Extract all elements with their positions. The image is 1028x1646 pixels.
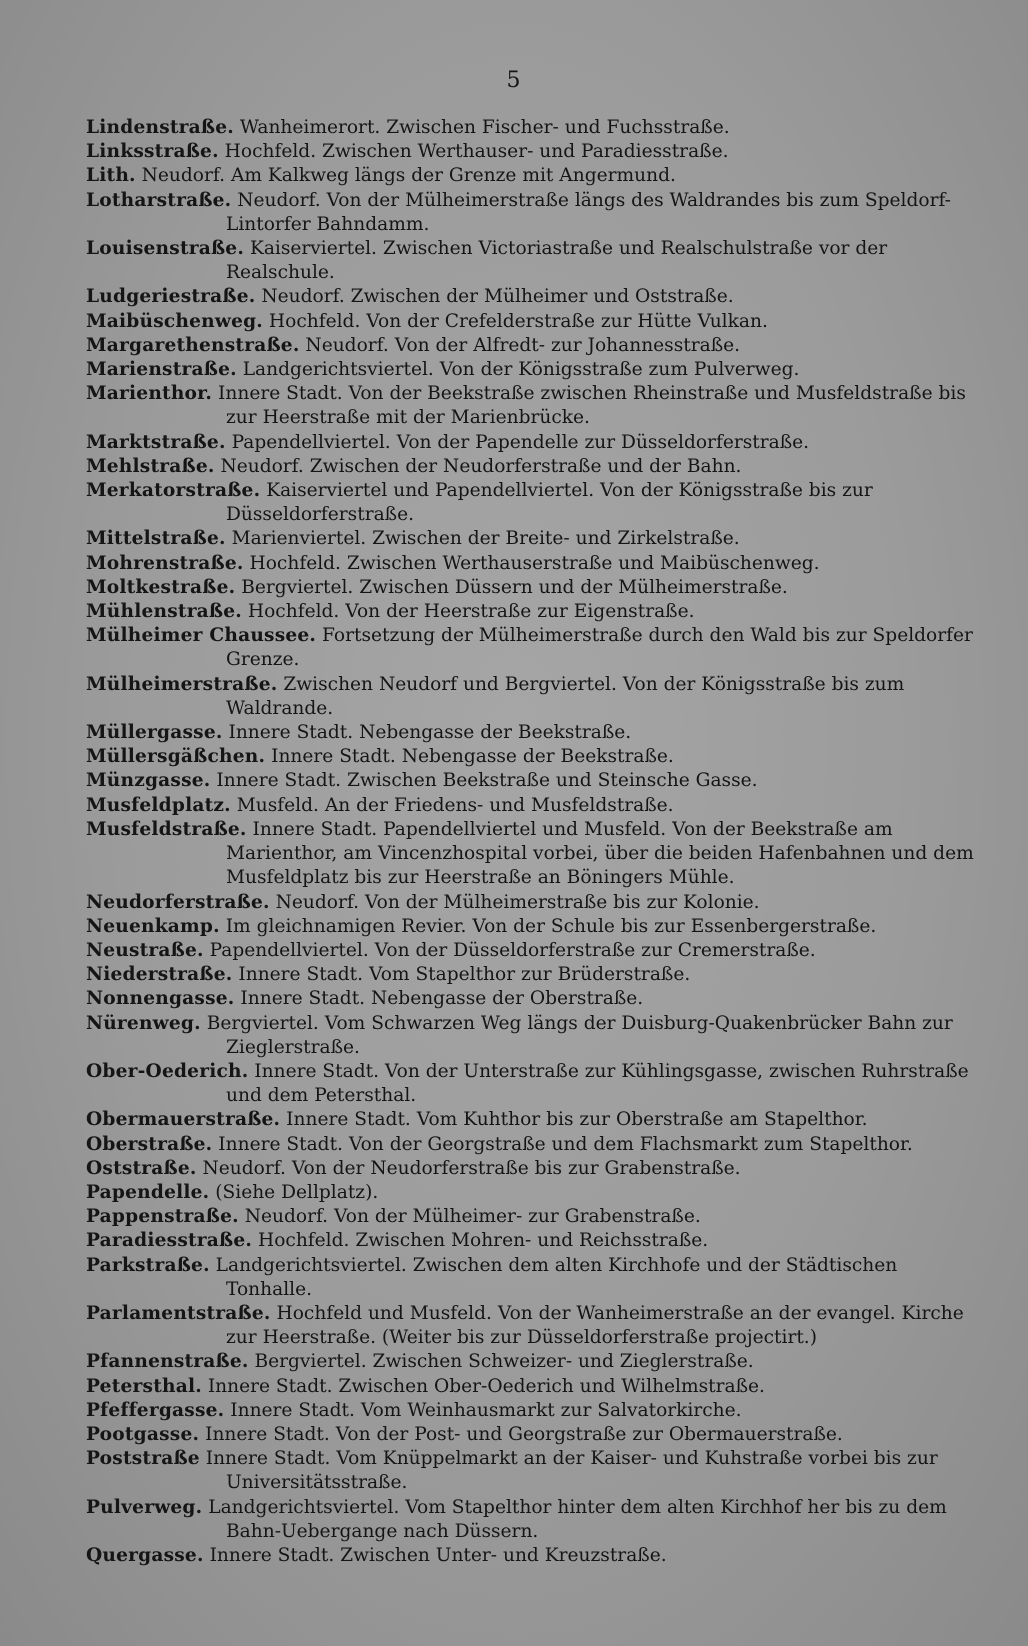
directory-entry xyxy=(86,1447,976,1495)
district-name: Neudorf. xyxy=(141,165,226,187)
street-description: Von der Mülheimerstraße längs des Waldrandes bis zum Speldorf-Lintorfer Bahndamm. xyxy=(226,189,951,235)
directory-entry xyxy=(86,527,976,551)
directory-entry xyxy=(86,745,976,769)
street-description: Vom Knüppelmarkt an der Kaiser- und Kuhstraße vorbei bis zur Universitätsstraße. xyxy=(226,1448,938,1494)
street-name: Pootgasse. xyxy=(86,1423,200,1445)
street-name: Marienstraße. xyxy=(86,359,237,381)
directory-entry xyxy=(86,431,976,455)
district-name: Neudorf. xyxy=(202,1157,286,1179)
district-name: Bergviertel. xyxy=(254,1351,367,1373)
street-description: Von der Crefelderstraße zur Hütte Vulkan. xyxy=(366,310,768,332)
directory-entry xyxy=(86,1254,976,1302)
street-description: Von der Post- und Georgstraße zur Obermauerstraße. xyxy=(335,1423,843,1445)
district-name: Innere Stadt. Papendellviertel und Musfeld. xyxy=(252,818,667,840)
district-name: Hochfeld. xyxy=(258,1230,350,1252)
street-name: Parkstraße. xyxy=(86,1254,210,1276)
street-description: Zwischen Werthauserstraße und Maibüschenweg. xyxy=(346,552,820,574)
directory-entry xyxy=(86,455,976,479)
district-name: Wanheimerort. xyxy=(239,117,381,138)
directory-entry xyxy=(86,285,976,309)
street-name: Papendelle. xyxy=(86,1181,210,1203)
directory-entry xyxy=(86,1181,976,1205)
street-name: Ludgeriestraße. xyxy=(86,286,256,308)
district-name: Kaiserviertel. xyxy=(249,238,377,260)
district-name: Bergviertel. xyxy=(241,576,354,598)
street-description: Nebengasse der Oberstraße. xyxy=(371,988,644,1010)
district-name: Im gleichnamigen Revier. xyxy=(225,915,467,937)
street-description: Zwischen Schweizer- und Zieglerstraße. xyxy=(372,1351,754,1373)
street-description: Von der Königsstraße zum Pulverweg. xyxy=(439,359,800,381)
directory-entry xyxy=(86,1205,976,1229)
street-name: Lith. xyxy=(86,165,136,187)
street-name: Ober-Oederich. xyxy=(86,1060,249,1082)
street-description: Von der Beekstraße zwischen Rheinstraße und Musfeldstraße bis zur Heerstraße mit der Marienbrücke. xyxy=(226,383,966,429)
street-name: Linksstraße. xyxy=(86,141,219,163)
directory-entry xyxy=(86,1423,976,1447)
directory-entry xyxy=(86,1375,976,1399)
street-name: Müllersgäßchen. xyxy=(86,746,266,768)
street-name: Mühlenstraße. xyxy=(86,601,242,623)
directory-entry xyxy=(86,1302,976,1350)
directory-entry xyxy=(86,479,976,527)
street-name: Musfeldstraße. xyxy=(86,818,247,840)
street-name: Obermauerstraße. xyxy=(86,1109,281,1131)
directory-entry xyxy=(86,769,976,793)
street-name: Marienthor. xyxy=(86,383,213,405)
street-description: Von der Unterstraße zur Kühlingsgasse, zwischen Ruhrstraße und dem Petersthal. xyxy=(226,1060,969,1107)
street-description: (Siehe Dellplatz). xyxy=(215,1181,379,1203)
directory-entry xyxy=(86,552,976,576)
district-name: Neudorf. xyxy=(305,334,389,356)
district-name: Innere Stadt. xyxy=(286,1109,411,1131)
directory-entry xyxy=(86,939,976,963)
page-number: 5 xyxy=(506,68,522,93)
street-description: Vom Weinhausmarkt zur Salvatorkirche. xyxy=(360,1399,742,1421)
directory-entry xyxy=(86,576,976,600)
street-description: An der Friedens- und Musfeldstraße. xyxy=(324,794,674,816)
district-name: Marienviertel. xyxy=(231,528,367,550)
street-name: Pulverweg. xyxy=(86,1496,203,1518)
district-name: Innere Stadt. xyxy=(271,746,396,768)
district-name: Musfeld. xyxy=(236,794,319,816)
district-name: Landgerichtsviertel. xyxy=(208,1496,400,1518)
district-name: Landgerichtsviertel. xyxy=(242,359,434,381)
street-description: Zwischen Victoriastraße und Realschulstraße vor der Realschule. xyxy=(226,238,888,284)
directory-entry xyxy=(86,116,976,140)
district-name: Zwischen Neudorf und Bergviertel. xyxy=(283,673,617,695)
district-name: Bergviertel. xyxy=(206,1012,319,1034)
street-name: Maibüschenweg. xyxy=(86,310,263,332)
street-name: Oberstraße. xyxy=(86,1133,213,1155)
district-name: Innere Stadt. xyxy=(205,1448,331,1470)
street-description: Vom Schwarzen Weg längs der Duisburg-Quakenbrücker Bahn zur Zieglerstraße. xyxy=(226,1012,953,1058)
district-name: Hochfeld und Musfeld. xyxy=(276,1302,492,1324)
street-description: Von der Mülheimerstraße bis zur Kolonie. xyxy=(364,891,760,913)
street-name: Paradiesstraße. xyxy=(86,1230,253,1252)
street-name: Louisenstraße. xyxy=(86,238,245,260)
street-name: Mehlstraße. xyxy=(86,455,215,477)
directory-entry xyxy=(86,358,976,382)
directory-entry xyxy=(86,1133,976,1157)
street-name: Nonnengasse. xyxy=(86,988,235,1010)
district-name: Hochfeld. xyxy=(247,601,340,623)
directory-entry xyxy=(86,1496,976,1544)
street-description: Zwischen der Mülheimer und Oststraße. xyxy=(350,286,734,308)
directory-entry xyxy=(86,1399,976,1423)
street-description: Zwischen Werthauser- und Paradiesstraße. xyxy=(322,141,729,163)
district-name: Papendellviertel. xyxy=(231,431,391,453)
district-name: Hochfeld. xyxy=(224,141,317,163)
directory-entry xyxy=(86,987,976,1011)
street-name: Petersthal. xyxy=(86,1375,202,1397)
street-name: Musfeldplatz. xyxy=(86,794,231,816)
street-name: Mittelstraße. xyxy=(86,528,226,550)
street-name: Poststraße xyxy=(86,1448,200,1470)
street-description: Zwischen Unter- und Kreuzstraße. xyxy=(340,1544,667,1566)
district-name: Neudorf. xyxy=(220,455,304,477)
street-name: Pappenstraße. xyxy=(86,1206,239,1228)
street-name: Lindenstraße. xyxy=(86,117,234,138)
street-name: Niederstraße. xyxy=(86,964,233,986)
street-description: Von der Mülheimer- zur Grabenstraße. xyxy=(334,1206,701,1228)
district-name: Innere Stadt. xyxy=(230,1399,355,1421)
street-description: Zwischen Fischer- und Fuchsstraße. xyxy=(386,117,730,138)
directory-entry xyxy=(86,600,976,624)
street-description: Von der Königsstraße bis zum Waldrande. xyxy=(226,673,905,719)
street-name: Margarethenstraße. xyxy=(86,334,300,356)
district-name: Neudorf. xyxy=(275,891,359,913)
street-description: Fortsetzung der Mülheimerstraße durch den Wald bis zur Speldorfer Grenze. xyxy=(226,625,973,671)
street-description: Vom Kuhthor bis zur Oberstraße am Stapelthor. xyxy=(416,1109,868,1131)
district-name: Innere Stadt. xyxy=(207,1375,333,1397)
street-name: Lotharstraße. xyxy=(86,189,232,211)
district-name: Innere Stadt. xyxy=(240,988,366,1010)
street-description: Zwischen Düssern und der Mülheimerstraße. xyxy=(359,576,788,598)
street-description: Von der Heerstraße zur Eigenstraße. xyxy=(345,601,695,623)
directory-entry xyxy=(86,673,976,721)
directory-entry xyxy=(86,1157,976,1181)
directory-entry xyxy=(86,915,976,939)
district-name: Hochfeld. xyxy=(249,552,341,574)
street-name: Neudorferstraße. xyxy=(86,891,270,913)
directory-entry xyxy=(86,1012,976,1060)
directory-entry xyxy=(86,721,976,745)
directory-entry xyxy=(86,189,976,237)
street-description: Zwischen der Breite- und Zirkelstraße. xyxy=(372,528,740,550)
district-name: Kaiserviertel und Papendellviertel. xyxy=(266,480,595,502)
directory-entry xyxy=(86,1060,976,1108)
directory-entry xyxy=(86,237,976,285)
street-description: Von der Schule bis zur Essenbergerstraße. xyxy=(472,915,877,937)
street-description: Zwischen der Neudorferstraße und der Bahn. xyxy=(309,455,742,477)
street-description: Von der Königsstraße bis zur Düsseldorferstraße. xyxy=(226,480,873,526)
street-name: Moltkestraße. xyxy=(86,576,236,598)
street-description: Vom Stapelthor zur Brüderstraße. xyxy=(368,964,691,986)
directory-entry xyxy=(86,140,976,164)
street-description: Von der Alfredt- zur Johannesstraße. xyxy=(394,334,741,356)
district-name: Hochfeld. xyxy=(268,310,361,332)
street-name: Neuenkamp. xyxy=(86,915,220,937)
district-name: Neudorf. xyxy=(237,189,321,211)
directory-entry xyxy=(86,1544,976,1568)
directory-entry xyxy=(86,1108,976,1132)
district-name: Neudorf. xyxy=(261,286,345,308)
district-name: Innere Stadt. xyxy=(254,1060,379,1082)
district-name: Innere Stadt. xyxy=(218,1133,343,1155)
directory-entry xyxy=(86,818,976,891)
street-description: Zwischen Beekstraße und Steinsche Gasse. xyxy=(347,770,758,792)
street-description: Von der Papendelle zur Düsseldorferstraße. xyxy=(396,431,810,453)
directory-entry xyxy=(86,164,976,188)
district-name: Innere Stadt. xyxy=(209,1544,335,1566)
street-directory-list xyxy=(86,116,976,1568)
street-name: Quergasse. xyxy=(86,1544,204,1566)
street-name: Nürenweg. xyxy=(86,1012,201,1034)
street-description: Von der Georgstraße und dem Flachsmarkt zum Stapelthor. xyxy=(348,1133,913,1155)
street-description: Von der Düsseldorferstraße zur Cremerstraße. xyxy=(374,939,816,961)
street-description: Zwischen dem alten Kirchhofe und der Städtischen Tonhalle. xyxy=(226,1254,898,1300)
street-name: Parlamentstraße. xyxy=(86,1302,271,1324)
street-name: Pfannenstraße. xyxy=(86,1351,249,1373)
district-name: Landgerichtsviertel. xyxy=(215,1254,407,1276)
street-description: Von der Wanheimerstraße an der evangel. Kirche zur Heerstraße. (Weiter bis zur Düsseldorferstraße projectirt.) xyxy=(226,1302,964,1349)
street-name: Marktstraße. xyxy=(86,431,226,453)
district-name: Innere Stadt. xyxy=(216,770,342,792)
street-name: Mohrenstraße. xyxy=(86,552,244,574)
street-description: Zwischen Mohren- und Reichsstraße. xyxy=(355,1230,709,1252)
street-name: Mülheimerstraße. xyxy=(86,673,278,695)
district-name: Innere Stadt. xyxy=(205,1423,330,1445)
directory-entry xyxy=(86,624,976,672)
street-name: Oststraße. xyxy=(86,1157,197,1179)
street-name: Mülheimer Chaussee. xyxy=(86,625,317,647)
directory-entry xyxy=(86,891,976,915)
street-description: Vom Stapelthor hinter dem alten Kirchhof her bis zu dem Bahn-Uebergange nach Düssern. xyxy=(226,1496,947,1542)
street-name: Müllergasse. xyxy=(86,722,223,744)
district-name: Neudorf. xyxy=(244,1206,329,1228)
street-name: Pfeffergasse. xyxy=(86,1399,225,1421)
directory-entry xyxy=(86,334,976,358)
district-name: Innere Stadt. xyxy=(218,383,343,405)
street-description: Nebengasse der Beekstraße. xyxy=(359,722,632,744)
directory-entry xyxy=(86,1229,976,1253)
directory-entry xyxy=(86,310,976,334)
street-description: Von der Neudorferstraße bis zur Grabenstraße. xyxy=(291,1157,741,1179)
street-name: Neustraße. xyxy=(86,939,204,961)
street-description: Von der Beekstraße am Marienthor, am Vincenzhospital vorbei, über die beiden Hafenbahnen und dem Musfeldplatz bis zur Heerstraße an Böningers Mühle. xyxy=(226,818,974,889)
street-name: Münzgasse. xyxy=(86,770,211,792)
street-name: Merkatorstraße. xyxy=(86,480,261,502)
street-description: Am Kalkweg längs der Grenze mit Angermund. xyxy=(230,165,676,187)
street-description: Zwischen Ober-Oederich und Wilhelmstraße. xyxy=(338,1375,765,1397)
district-name: Papendellviertel. xyxy=(209,939,369,961)
directory-entry xyxy=(86,1350,976,1374)
district-name: Innere Stadt. xyxy=(238,964,364,986)
directory-entry xyxy=(86,382,976,430)
district-name: Innere Stadt. xyxy=(228,722,354,744)
directory-entry xyxy=(86,963,976,987)
directory-entry xyxy=(86,794,976,818)
street-description: Nebengasse der Beekstraße. xyxy=(401,746,674,768)
